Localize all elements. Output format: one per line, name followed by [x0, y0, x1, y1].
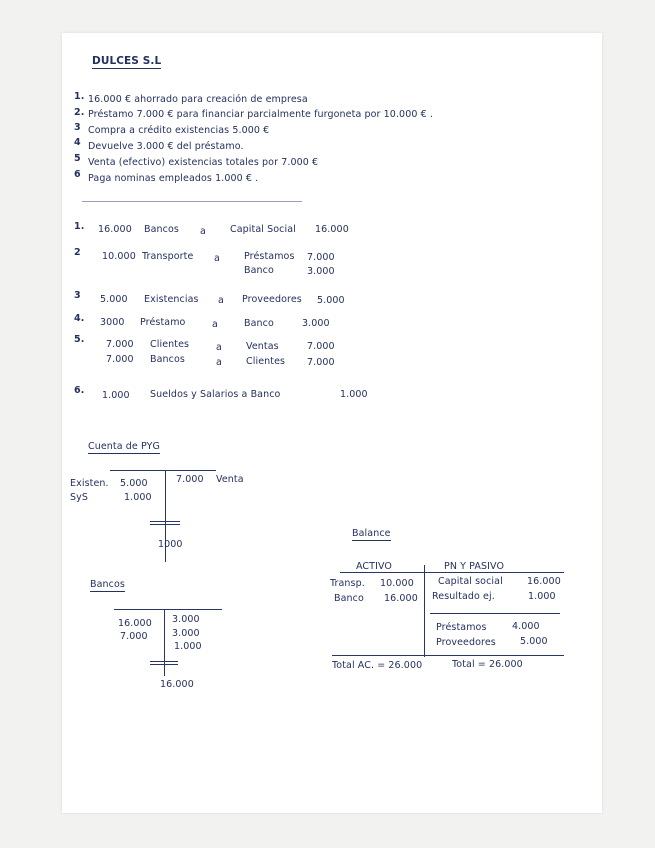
pyg-title: Cuenta de PYG [88, 441, 160, 452]
entry-amount-secondary: 7.000 [106, 354, 134, 365]
entry-credit: Ventas [246, 341, 279, 352]
pyg-result: 1000 [158, 539, 183, 550]
pasivo-label: Préstamos [436, 622, 487, 633]
activo-label: Banco [334, 593, 364, 604]
statement-number: 1. [74, 91, 85, 102]
bancos-credit-value: 3.000 [172, 614, 200, 625]
entry-amount: 1.000 [102, 390, 130, 401]
pasivo-divider [430, 613, 560, 614]
statement-text: Devuelve 3.000 € del préstamo. [88, 141, 244, 152]
pn-value: 16.000 [527, 576, 561, 587]
entry-credit: Capital Social [230, 224, 296, 235]
pyg-credit-value: 7.000 [176, 474, 204, 485]
entry-debit: Existencias [144, 294, 199, 305]
total-line [150, 524, 180, 525]
entry-connector: a [216, 357, 222, 368]
entry-number: 1. [74, 221, 85, 232]
entry-amount: 10.000 [102, 251, 136, 262]
statement-number: 3 [74, 122, 81, 133]
bancos-credit-value: 3.000 [172, 628, 200, 639]
bancos-debit-value: 16.000 [118, 618, 152, 629]
entry-debit: Transporte [142, 251, 194, 262]
bancos-credit-value: 1.000 [174, 641, 202, 652]
entry-debit: Clientes [150, 339, 190, 350]
entry-credit-secondary: Clientes [246, 356, 286, 367]
balance-bottom-line [332, 655, 564, 656]
statement-text: Préstamo 7.000 € para financiar parcialmente furgoneta por 10.000 € . [88, 109, 433, 120]
notebook-page [62, 33, 602, 813]
entry-connector: a [200, 226, 206, 237]
statement-number: 5 [74, 153, 81, 164]
entry-credit-amount: 5.000 [317, 295, 345, 306]
pn-label: Resultado ej. [432, 591, 495, 602]
t-account-top-line [110, 470, 216, 471]
total-line [150, 664, 178, 665]
pn-value: 1.000 [528, 591, 556, 602]
entry-debit: Préstamo [140, 317, 186, 328]
total-line [150, 661, 178, 662]
entry-amount: 3000 [100, 317, 125, 328]
entry-credit-amount: 7.000 [307, 341, 335, 352]
pasivo-label: Proveedores [436, 637, 496, 648]
entry-credit-amount: 3.000 [302, 318, 330, 329]
statement-text: Paga nominas empleados 1.000 € . [88, 173, 259, 184]
entry-debit: Sueldos y Salarios a Banco [150, 389, 281, 400]
entry-connector: a [212, 319, 218, 330]
statement-number: 4 [74, 137, 81, 148]
pasivo-header: PN Y PASIVO [444, 561, 505, 572]
entry-credit-amount: 7.000 [307, 252, 335, 263]
balance-center-line [424, 565, 425, 657]
t-account-center-line [164, 609, 165, 676]
statement-text: Compra a crédito existencias 5.000 € [88, 125, 270, 136]
document-title: DULCES S.L [92, 55, 162, 67]
activo-value: 10.000 [380, 578, 414, 589]
entry-amount: 5.000 [100, 294, 128, 305]
entry-credit-secondary-amount: 3.000 [307, 266, 335, 277]
entry-debit-secondary: Bancos [150, 354, 185, 365]
entry-number: 4. [74, 313, 85, 324]
total-pasivo: Total = 26.000 [452, 659, 523, 670]
total-line [150, 521, 180, 522]
pyg-debit-label: SyS [70, 492, 88, 503]
balance-title: Balance [352, 528, 391, 539]
pn-label: Capital social [438, 576, 503, 587]
activo-label: Transp. [330, 578, 365, 589]
entry-connector: a [216, 342, 222, 353]
pyg-debit-label: Existen. [70, 478, 109, 489]
pasivo-value: 5.000 [520, 636, 548, 647]
pyg-debit-value: 5.000 [120, 478, 148, 489]
entry-number: 3 [74, 290, 81, 301]
pyg-credit-label: Venta [216, 474, 244, 485]
activo-value: 16.000 [384, 593, 418, 604]
section-divider [82, 201, 302, 202]
t-account-top-line [114, 609, 222, 610]
statement-number: 6 [74, 169, 81, 180]
bancos-result: 16.000 [160, 679, 194, 690]
balance-top-line [340, 572, 564, 573]
entry-credit: Proveedores [242, 294, 302, 305]
statement-text: 16.000 € ahorrado para creación de empresa [88, 94, 308, 105]
entry-number: 2 [74, 247, 81, 258]
activo-header: ACTIVO [356, 561, 392, 572]
entry-connector: a [218, 295, 224, 306]
statement-text: Venta (efectivo) existencias totales por 7.000 € [88, 157, 319, 168]
bancos-title: Bancos [90, 579, 125, 590]
pyg-debit-value: 1.000 [124, 492, 152, 503]
bancos-debit-value: 7.000 [120, 631, 148, 642]
entry-credit: Préstamos [244, 251, 295, 262]
entry-amount: 7.000 [106, 339, 134, 350]
entry-credit-amount: 1.000 [340, 389, 368, 400]
entry-connector: a [214, 253, 220, 264]
entry-credit: Banco [244, 318, 274, 329]
entry-credit-secondary-amount: 7.000 [307, 357, 335, 368]
entry-amount: 16.000 [98, 224, 132, 235]
statement-number: 2. [74, 107, 85, 118]
entry-credit-secondary: Banco [244, 265, 274, 276]
entry-debit: Bancos [144, 224, 179, 235]
total-activo: Total AC. = 26.000 [332, 660, 423, 671]
entry-number: 6. [74, 385, 85, 396]
pasivo-value: 4.000 [512, 621, 540, 632]
entry-credit-amount: 16.000 [315, 224, 349, 235]
entry-number: 5. [74, 334, 85, 345]
